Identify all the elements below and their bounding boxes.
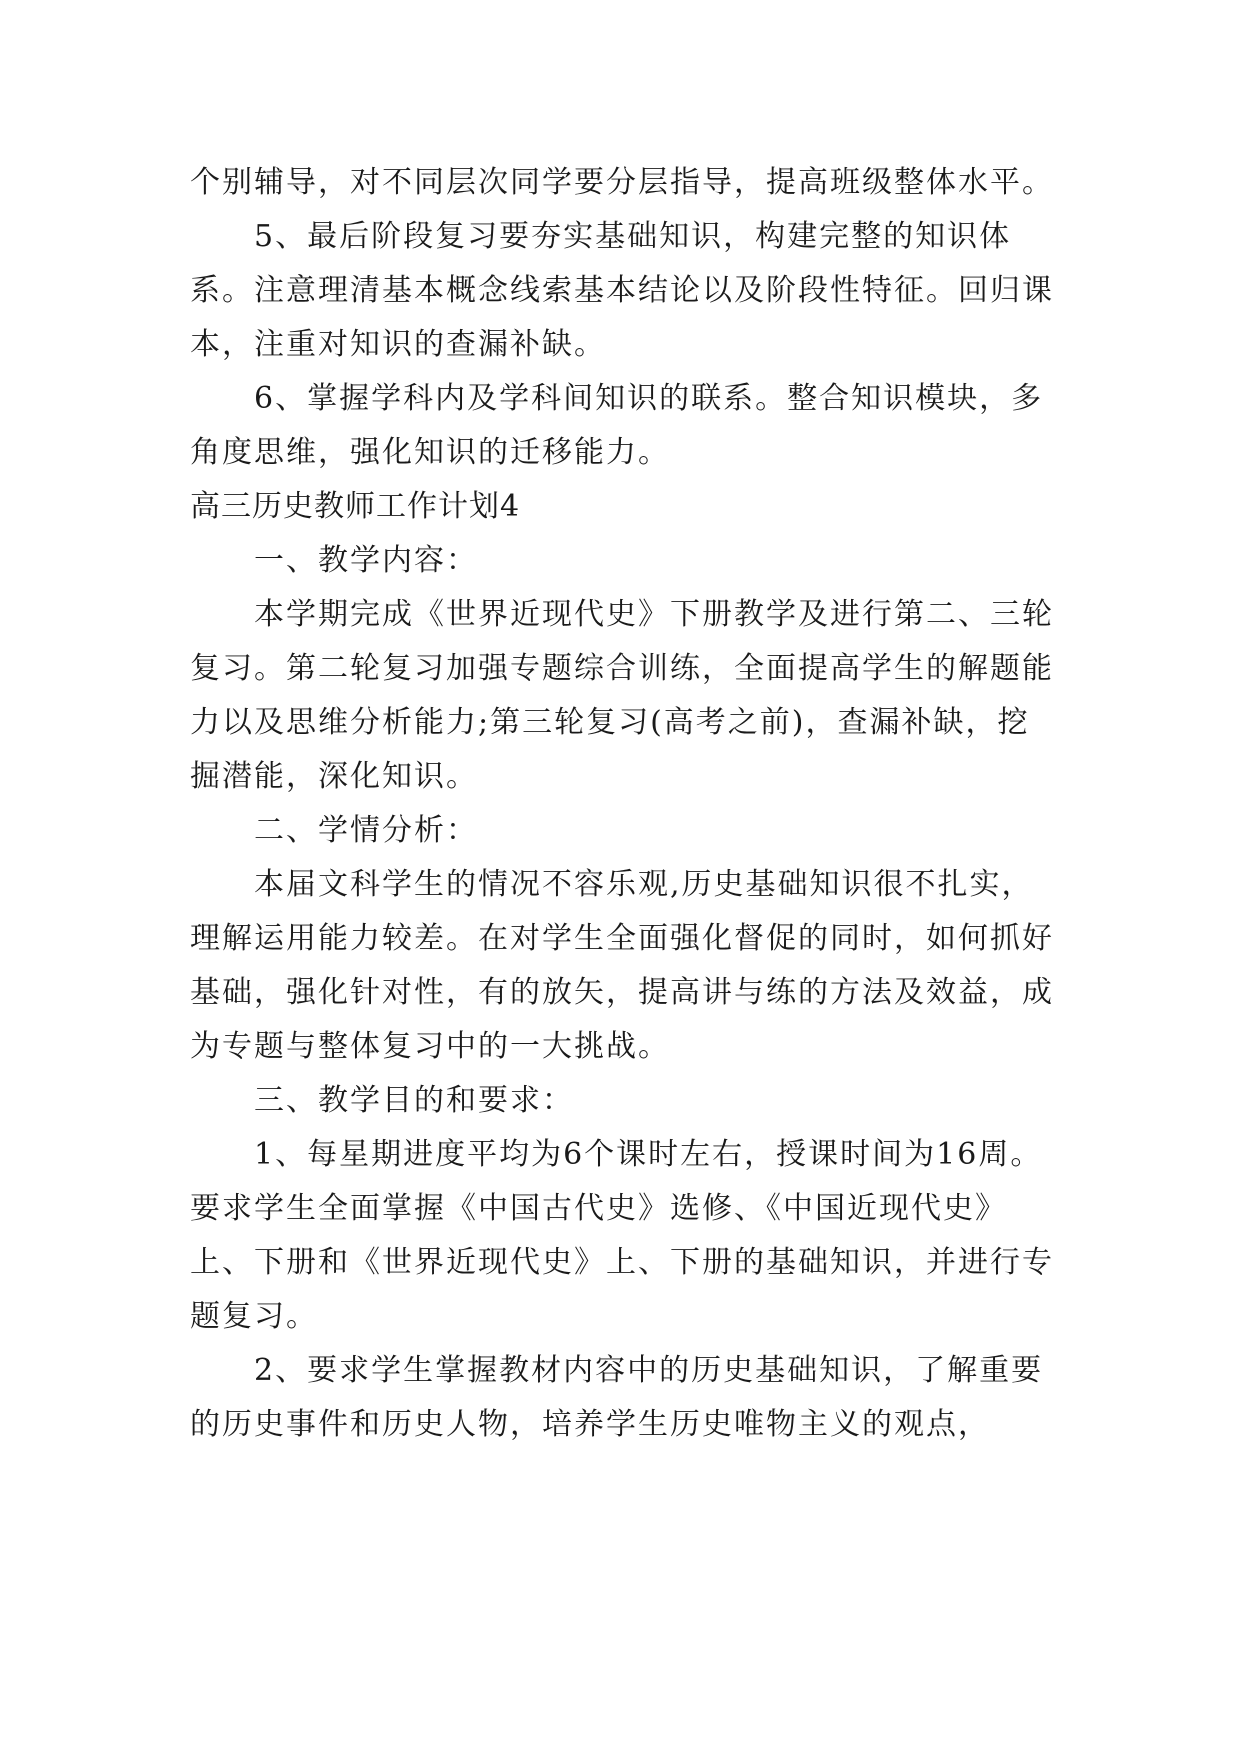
paragraph: 1、每星期进度平均为6个课时左右，授课时间为16周。要求学生全面掌握《中国古代史》选修、《中国近现代史》上、下册和《世界近现代史》上、下册的基础知识，并进行专题复习。 — [190, 1137, 1054, 1334]
paragraph: 本届文科学生的情况不容乐观,历史基础知识很不扎实，理解运用能力较差。在对学生全面强化督促的同时，如何抓好基础，强化针对性，有的放矢，提高讲与练的方法及效益，成为专题与整体复习中的一大挑战。 — [190, 867, 1054, 1064]
paragraph: 5、最后阶段复习要夯实基础知识，构建完整的知识体系。注意理清基本概念线索基本结论以及阶段性特征。回归课本，注重对知识的查漏补缺。 — [190, 219, 1054, 362]
paragraph: 6、掌握学科内及学科间知识的联系。整合知识模块，多角度思维，强化知识的迁移能力。 — [190, 381, 1044, 470]
document-body — [190, 156, 1060, 1452]
paragraph: 2、要求学生掌握教材内容中的历史基础知识，了解重要的历史事件和历史人物，培养学生历史唯物主义的观点， — [190, 1353, 1044, 1442]
paragraph: 本学期完成《世界近现代史》下册教学及进行第二、三轮复习。第二轮复习加强专题综合训练，全面提高学生的解题能力以及思维分析能力;第三轮复习(高考之前)，查漏补缺，挖掘潜能，深化知识。 — [190, 597, 1054, 794]
subheading: 三、教学目的和要求： — [254, 1083, 574, 1118]
section-heading: 高三历史教师工作计划4 — [190, 489, 521, 524]
subheading: 二、学情分析： — [254, 813, 478, 848]
subheading: 一、教学内容： — [254, 543, 478, 578]
paragraph: 个别辅导，对不同层次同学要分层指导，提高班级整体水平。 — [190, 165, 1054, 200]
